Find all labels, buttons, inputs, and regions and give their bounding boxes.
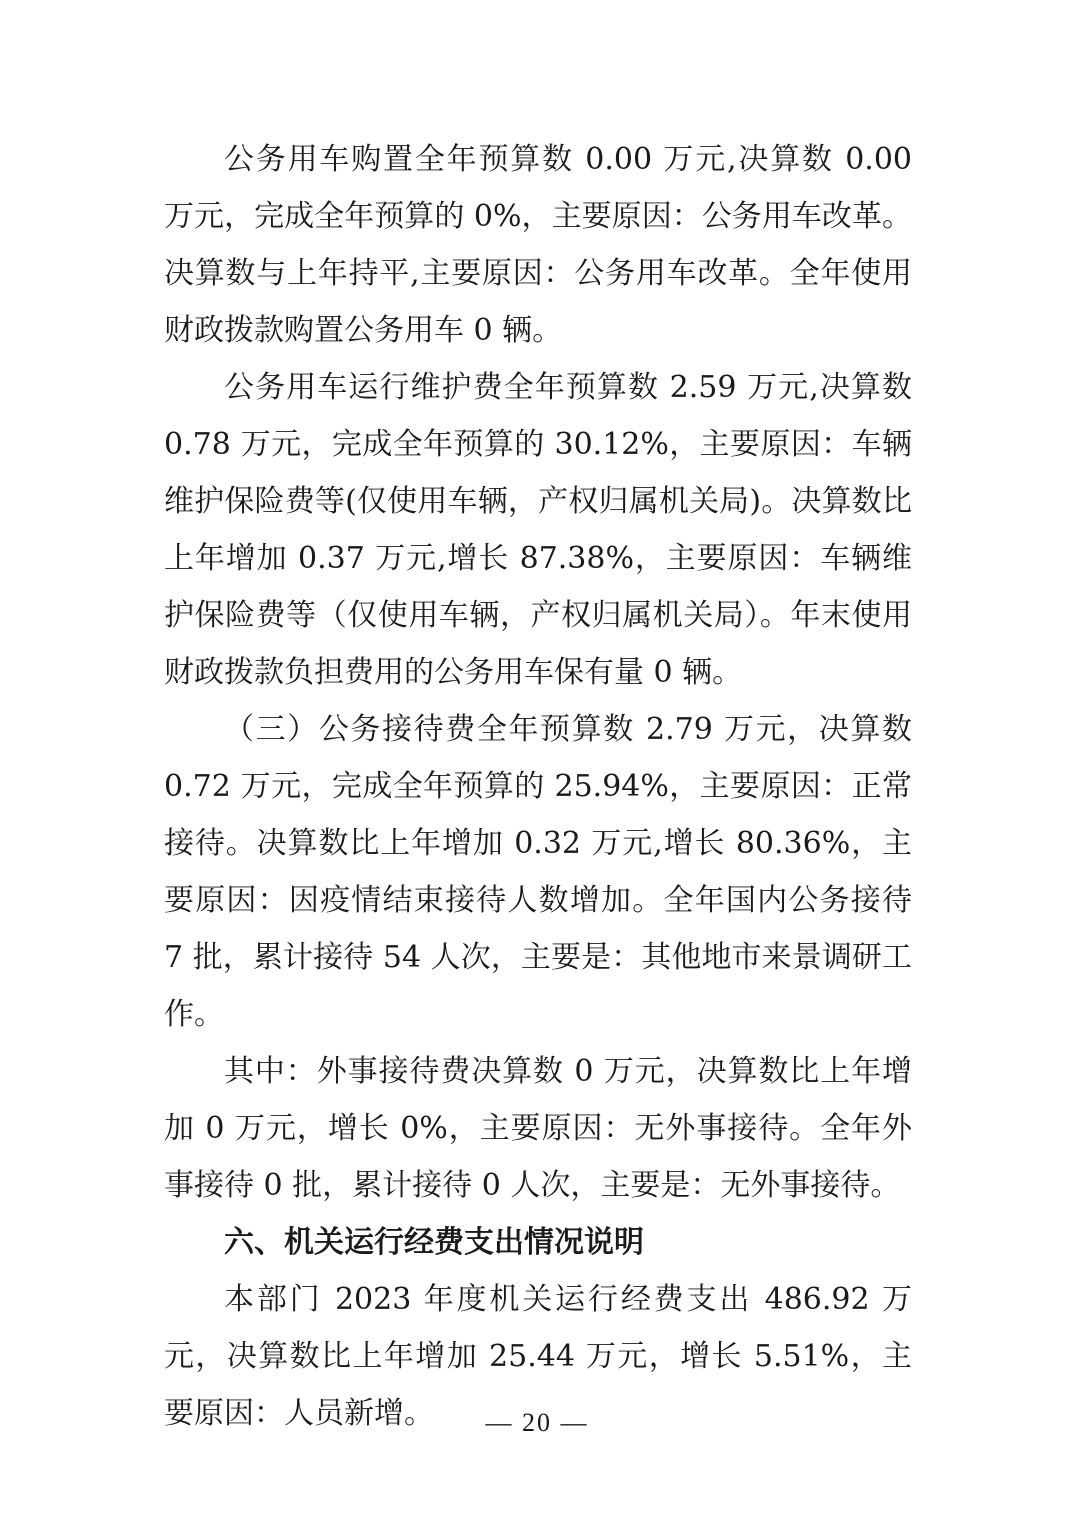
paragraph-foreign-reception: 其中：外事接待费决算数 0 万元，决算数比上年增加 0 万元，增长 0%，主要原因：无外事接待。全年外事接待 0 批，累计接待 0 人次，主要是：无外事接待。	[164, 1054, 912, 1203]
paragraph-vehicle-maintenance: 公务用车运行维护费全年预算数 2.59 万元,决算数 0.78 万元，完成全年预算的 30.12%，主要原因：车辆维护保险费等(仅使用车辆，产权归属机关局)。决算数比上年增加 0.37 万元,增长 87.38%，主要原因：车辆维护保险费等（仅使用车辆，产权归属机关局）。年末使用财政拨款负担费用的公务用车保有量 0 辆。	[164, 370, 912, 690]
paragraph-reception-expenses: （三）公务接待费全年预算数 2.79 万元，决算数 0.72 万元，完成全年预算的 25.94%，主要原因：正常接待。决算数比上年增加 0.32 万元,增长 80.36%，主要原因：因疫情结束接待人数增加。全年国内公务接待 7 批，累计接待 54 人次，主要是：其他地市来景调研工作。	[164, 712, 912, 1032]
page-number: — 20 —	[485, 1408, 589, 1437]
document-body	[164, 131, 912, 1442]
paragraph-operating-expenses: 本部门 2023 年度机关运行经费支出 486.92 万元，决算数比上年增加 25.44 万元，增长 5.51%，主要原因：人员新增。	[164, 1282, 912, 1431]
paragraph-vehicle-purchase: 公务用车购置全年预算数 0.00 万元,决算数 0.00 万元，完成全年预算的 0%，主要原因：公务用车改革。决算数与上年持平,主要原因：公务用车改革。全年使用财政拨款购置公务用车 0 辆。	[164, 142, 912, 348]
section-heading: 六、机关运行经费支出情况说明	[224, 1225, 644, 1260]
